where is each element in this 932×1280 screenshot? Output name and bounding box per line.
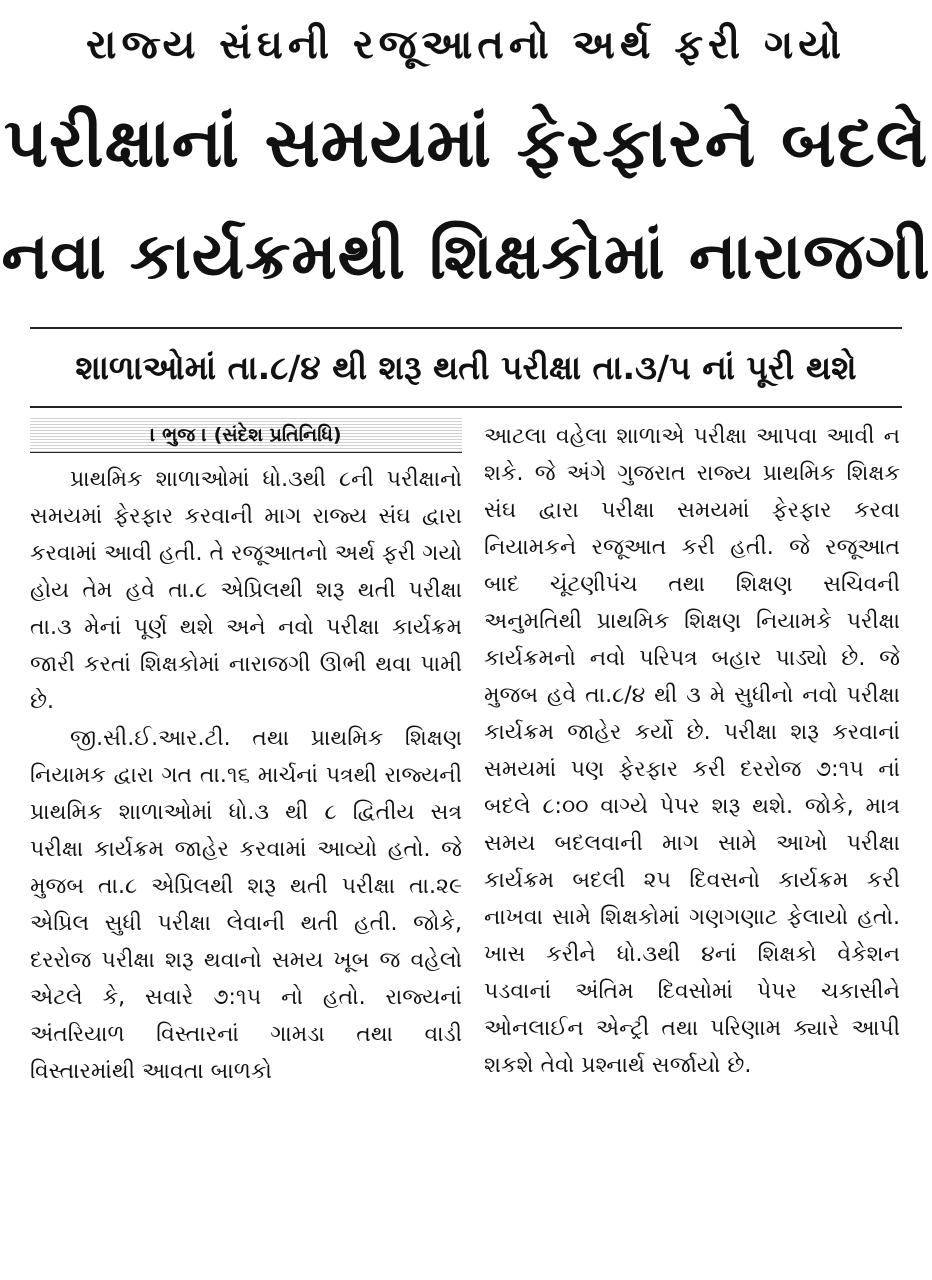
dateline <box>30 418 462 453</box>
divider-bottom <box>30 406 902 408</box>
paragraph: આટલા વહેલા શાળાએ પરીક્ષા આપવા આવી ન શકે. જે અંગે ગુજરાત રાજ્ય પ્રાથમિક શિક્ષક સંઘ દ્વારા પરીક્ષા સમયમાં ફેરફાર કરવા નિયામકને રજૂઆત કરી હતી. જે રજૂઆત બાદ ચૂંટણીપંચ તથા શિક્ષણ સચિવની અનુમતિથી પ્રાથમિક શિક્ષણ નિયામકે પરીક્ષા કાર્યક્રમનો નવો પરિપત્ર બહાર પાડ્યો છે. જે મુજબ હવે તા.૮/૪ થી ૩ મે સુધીનો નવો પરીક્ષા કાર્યક્રમ જાહેર કર્યો છે. પરીક્ષા શરૂ કરવાનાં સમયમાં પણ ફેરફાર કરી દરરોજ ૭:૧૫ નાં બદલે ૮:૦૦ વાગ્યે પેપર શરૂ થશે. જોકે, માત્ર સમય બદલવાની માગ સામે આખો પરીક્ષા કાર્યક્રમ બદલી ૨૫ દિવસનો કાર્યક્રમ કરી નાખવા સામે શિક્ષકોમાં ગણગણાટ ફેલાયો હતો. ખાસ કરીને ધો.૩થી ૪નાં શિક્ષકો વેકેશન પડવાનાં અંતિમ દિવસોમાં પેપર ચકાસીને ઓનલાઈન એન્ટ્રી તથા પરિણામ ક્યારે આપી શકશે તેવો પ્રશ્નાર્થ સર્જાયો છે. <box>484 424 900 1078</box>
dateline-place: । ભુજ । <box>150 424 207 446</box>
dateline-source: (સંદેશ પ્રતિનિધિ) <box>213 424 342 446</box>
kicker-headline: રાજ્ય સંઘની રજૂઆતનો અર્થ ફરી ગયો <box>85 22 847 68</box>
paragraph: જી.સી.ઈ.આર.ટી. તથા પ્રાથમિક શિક્ષણ નિયામક દ્વારા ગત તા.૧૬ માર્ચનાં પત્રથી રાજ્યની પ્રાથમિક શાળાઓમાં ધો.૩ થી ૮ દ્વિતીય સત્ર પરીક્ષા કાર્યક્રમ જાહેર કરવામાં આવ્યો હતો. જે મુજબ તા.૮ એપ્રિલથી શરૂ થતી પરીક્ષા તા.૨૯ એપ્રિલ સુધી પરીક્ષા લેવાની થતી હતી. જોકે, દરરોજ પરીક્ષા શરૂ થવાનો સમય ખૂબ જ વહેલો એટલે કે, સવારે ૭:૧૫ નો હતો. રાજ્યનાં અંતરિયાળ વિસ્તારનાં ગામડા તથા વાડી વિસ્તારમાંથી આવતા બાળકો <box>30 726 462 1084</box>
subheadline: શાળાઓમાં તા.૮/૪ થી શરૂ થતી પરીક્ષા તા.૩/૫ નાં પૂરી થશે <box>75 348 857 387</box>
headline-line-2: નવા કાર્યક્રમથી શિક્ષકોમાં નારાજગી <box>1 220 931 294</box>
paragraph: પ્રાથમિક શાળાઓમાં ધો.૩થી ૮ની પરીક્ષાનો સમયમાં ફેરફાર કરવાની માગ રાજ્ય સંઘ દ્વારા કરવામાં આવી હતી. તે રજૂઆતનો અર્થ ફરી ગયો હોય તેમ હવે તા.૮ એપ્રિલથી શરૂ થતી પરીક્ષા તા.૩ મેનાં પૂર્ણ થશે અને નવો પરીક્ષા કાર્યક્રમ જારી કરતાં શિક્ષકોમાં નારાજગી ઊભી થવા પામી છે. <box>30 467 462 714</box>
article-column-left <box>30 418 462 1090</box>
headline-line-1: પરીક્ષાનાં સમયમાં ફેરફારને બદલે <box>3 104 929 183</box>
article-column-right <box>484 418 900 1084</box>
divider-top <box>30 327 902 329</box>
